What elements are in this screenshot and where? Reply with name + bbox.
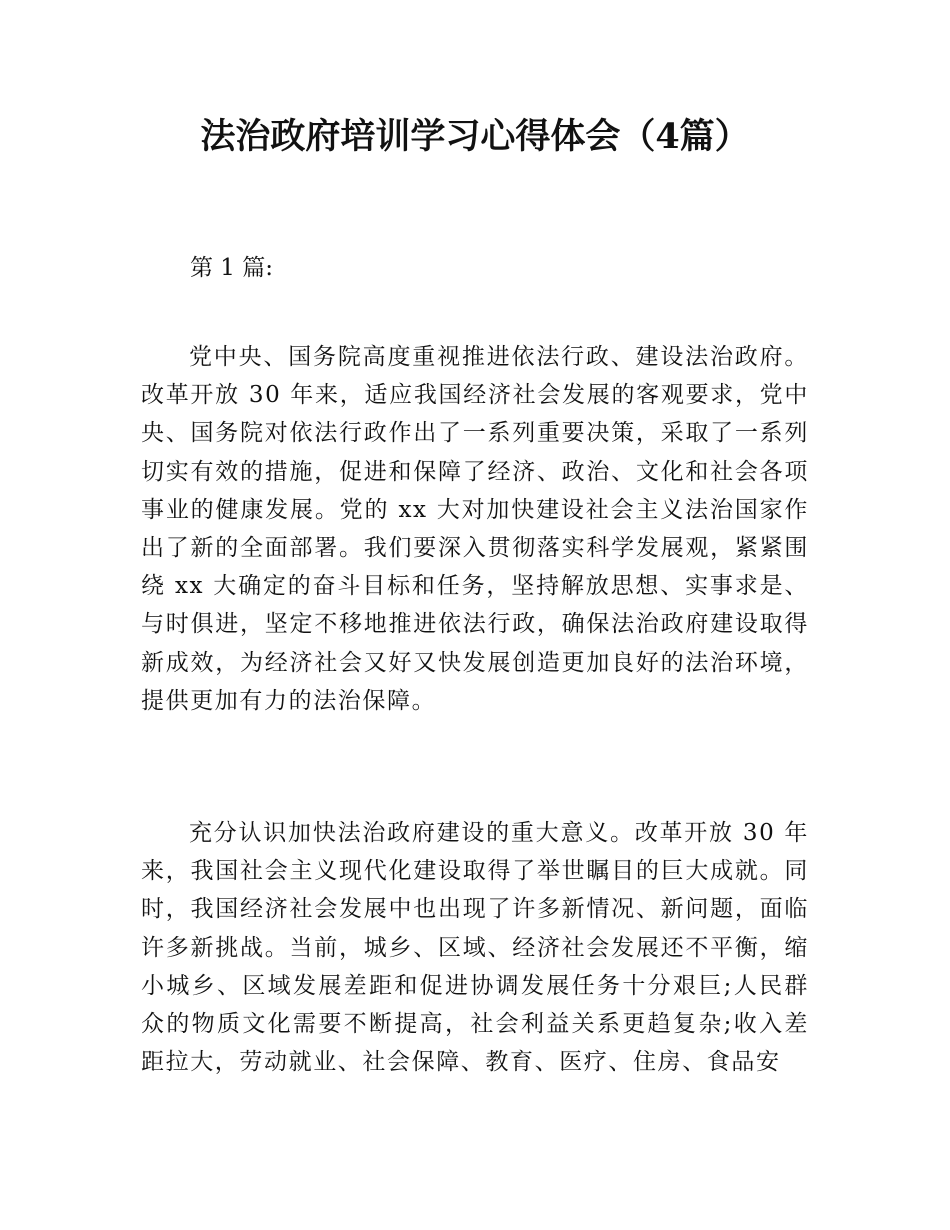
section-heading: 第 1 篇:	[190, 255, 274, 281]
body-paragraph-2: 充分认识加快法治政府建设的重大意义。改革开放 30 年来，我国社会主义现代化建设取得了举世瞩目的巨大成就。同时，我国经济社会发展中也出现了许多新情况、新问题，面临许多新挑战。当前，城乡、区域、经济社会发展还不平衡，缩小城乡、区域发展差距和促进协调发展任务十分艰巨;人民群众的物质文化需要不断提高，社会利益关系更趋复杂;收入差距拉大，劳动就业、社会保障、教育、医疗、住房、食品安	[141, 820, 809, 1076]
body-paragraph-1: 党中央、国务院高度重视推进依法行政、建设法治政府。改革开放 30 年来，适应我国经济社会发展的客观要求，党中央、国务院对依法行政作出了一系列重要决策，采取了一系列切实有效的措施，促进和保障了经济、政治、文化和社会各项事业的健康发展。党的 xx 大对加快建设社会主义法治国家作出了新的全面部署。我们要深入贯彻落实科学发展观，紧紧围绕 xx 大确定的奋斗目标和任务，坚持解放思想、实事求是、与时俱进，坚定不移地推进依法行政，确保法治政府建设取得新成效，为经济社会又好又快发展创造更加良好的法治环境，提供更加有力的法治保障。	[141, 344, 809, 714]
document-title: 法治政府培训学习心得体会（4篇）	[200, 116, 750, 157]
